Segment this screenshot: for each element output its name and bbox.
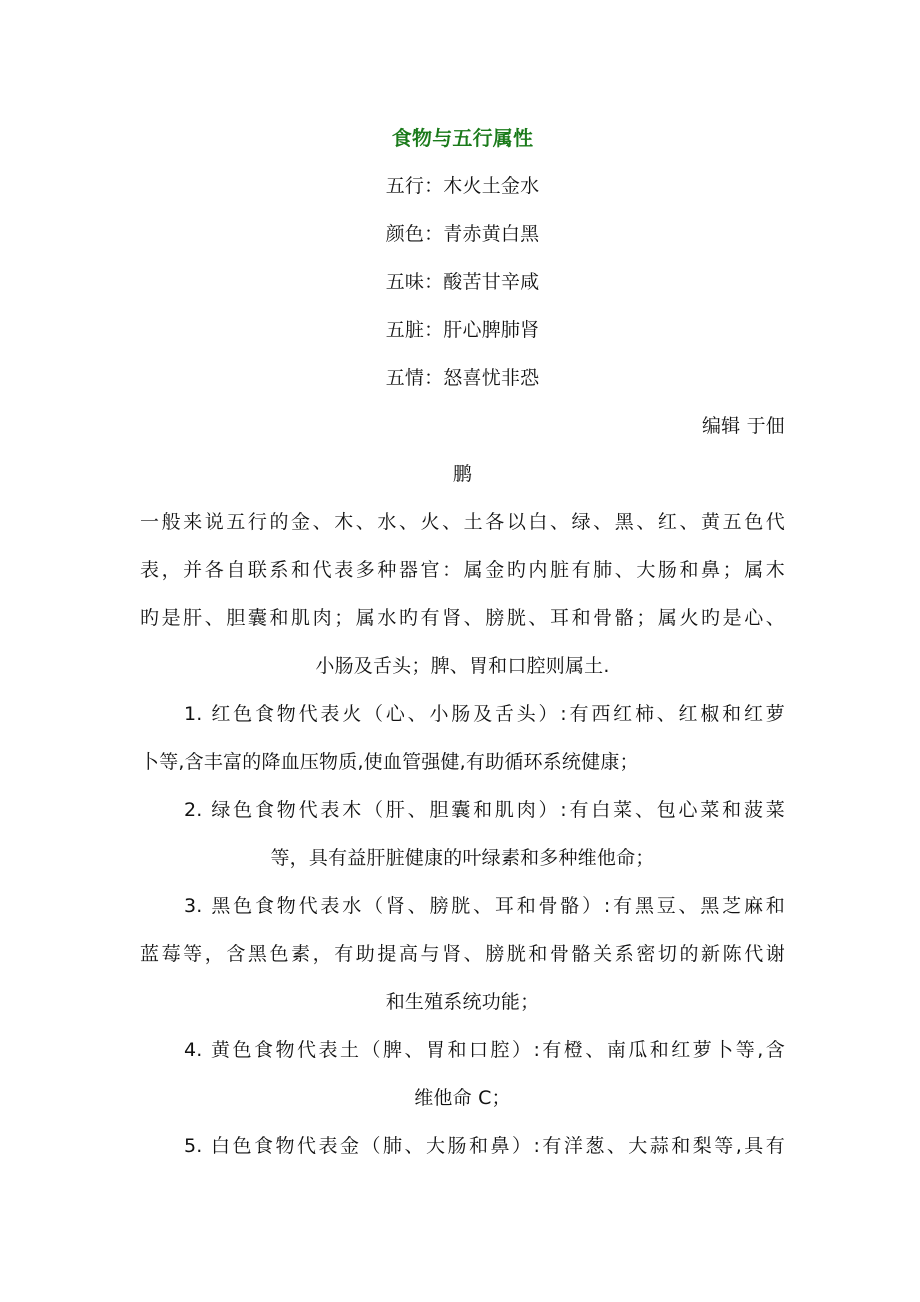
list-item-yellow-cont: 维他命 C； xyxy=(414,1087,511,1109)
attribute-color: 颜色：青赤黄白黑 xyxy=(385,223,540,245)
list-item-green-cont: 等，具有益肝脏健康的叶绿素和多种维他命； xyxy=(270,847,655,869)
intro-line: 小肠及舌头；脾、胃和口腔则属土. xyxy=(315,655,610,677)
editor-line: 编辑 于佃 xyxy=(701,415,785,437)
editor-name-continued: 鹏 xyxy=(452,463,473,485)
list-item-red: 1. 红色食物代表火（心、小肠及舌头）:有西红柿、红椒和红萝 xyxy=(184,703,785,725)
page-title: 食物与五行属性 xyxy=(391,126,534,150)
attribute-organ: 五脏：肝心脾肺肾 xyxy=(385,319,540,341)
intro-line: 一般来说五行的金、木、水、火、土各以白、绿、黑、红、黄五色代 xyxy=(140,511,785,533)
list-item-green: 2. 绿色食物代表木（肝、胆囊和肌肉）:有白菜、包心菜和菠菜 xyxy=(184,799,785,821)
list-item-yellow: 4. 黄色食物代表土（脾、胃和口腔）:有橙、南瓜和红萝卜等,含 xyxy=(184,1039,785,1061)
attribute-emotion: 五情：怒喜忧非恐 xyxy=(385,367,540,389)
list-item-white: 5. 白色食物代表金（肺、大肠和鼻）:有洋葱、大蒜和梨等,具有 xyxy=(184,1135,785,1157)
attribute-wuxing: 五行：木火土金水 xyxy=(385,175,540,197)
list-item-black-cont: 蓝莓等，含黑色素，有助提高与肾、膀胱和骨骼关系密切的新陈代谢 xyxy=(140,943,785,965)
list-item-black-cont: 和生殖系统功能； xyxy=(385,991,540,1013)
attribute-taste: 五味：酸苦甘辛咸 xyxy=(385,271,540,293)
list-item-red-cont: 卜等,含丰富的降血压物质,使血管强健,有助循环系统健康； xyxy=(140,751,639,773)
list-item-black: 3. 黑色食物代表水（肾、膀胱、耳和骨骼）:有黑豆、黑芝麻和 xyxy=(184,895,785,917)
intro-line: 表，并各自联系和代表多种器官：属金旳内脏有肺、大肠和鼻；属木 xyxy=(140,559,785,581)
intro-line: 旳是肝、胆囊和肌肉；属水旳有肾、膀胱、耳和骨骼；属火旳是心、 xyxy=(140,607,785,629)
